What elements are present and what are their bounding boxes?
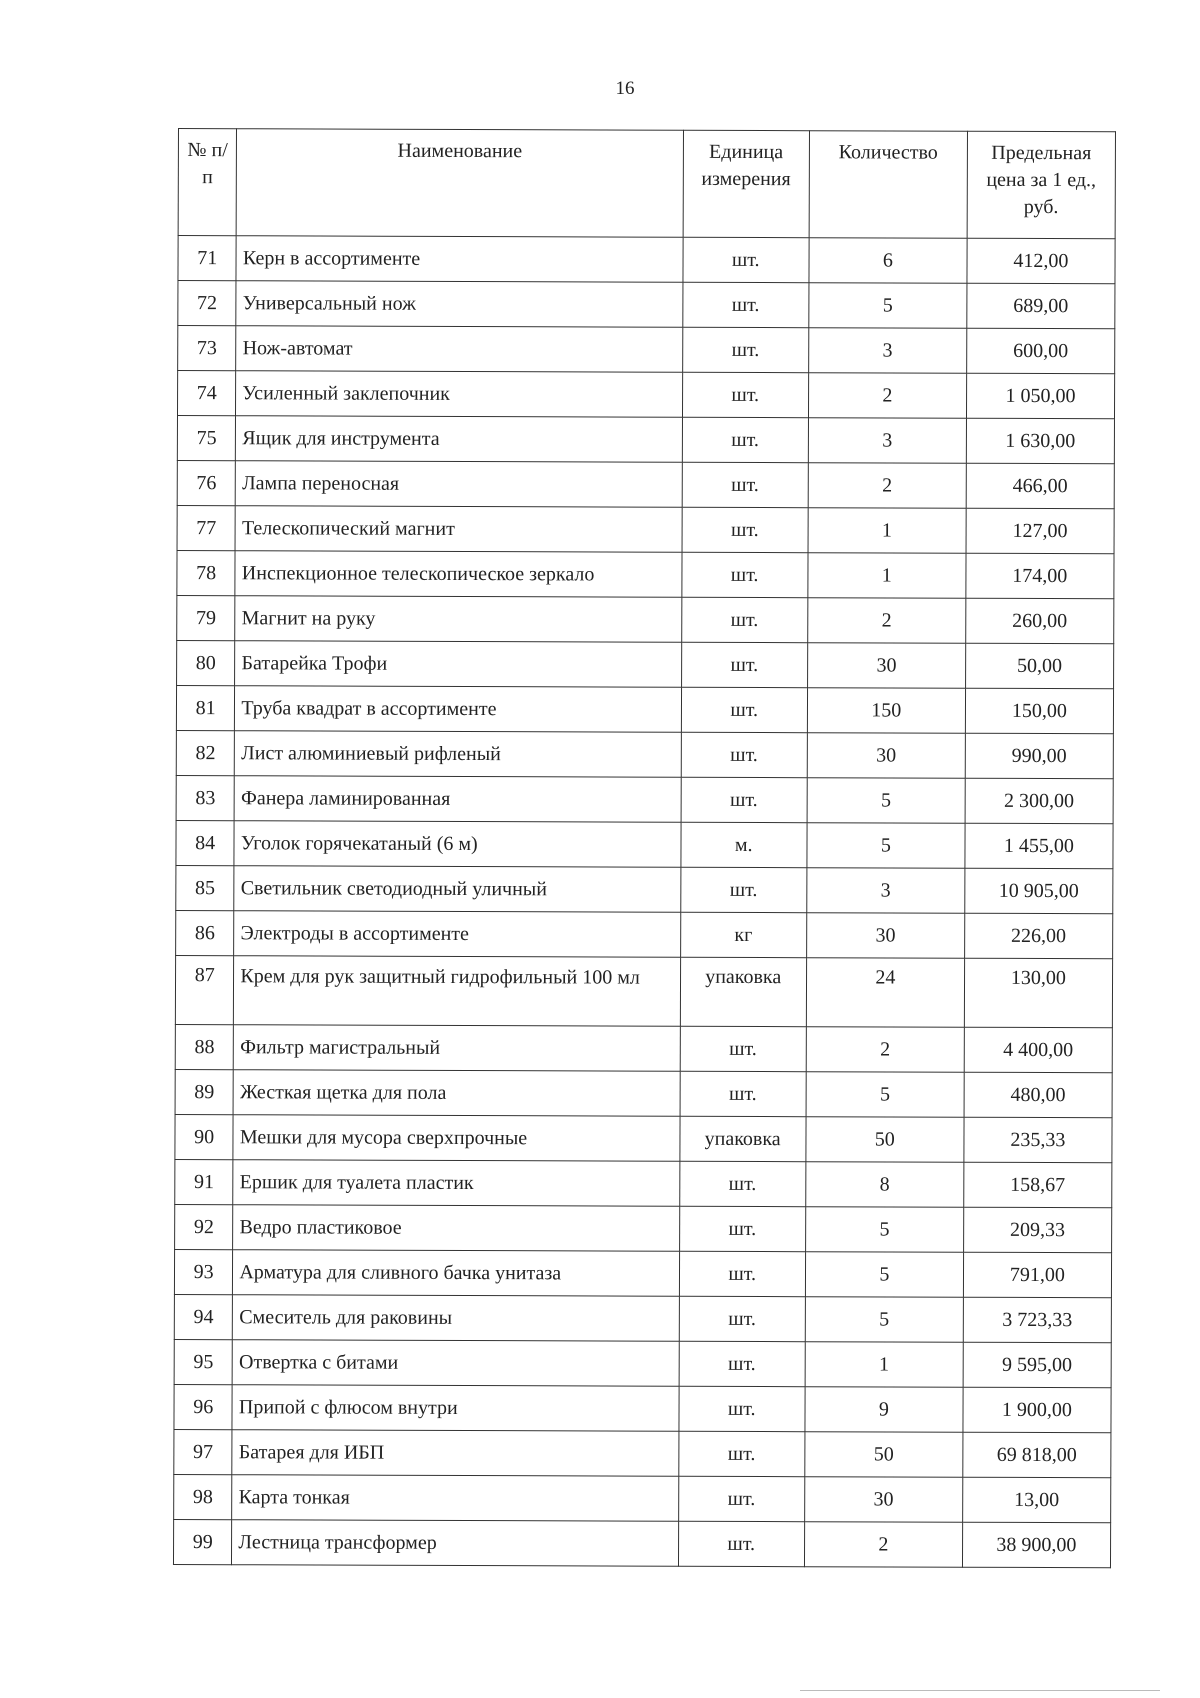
cell-num: 95 (174, 1339, 233, 1384)
cell-price: 412,00 (967, 238, 1115, 284)
cell-qty: 1 (808, 553, 966, 599)
cell-unit: кг (680, 912, 807, 957)
cell-qty: 3 (807, 868, 965, 914)
cell-num: 88 (175, 1024, 234, 1069)
table-row (174, 1384, 1111, 1432)
cell-num: 76 (177, 460, 236, 505)
cell-price: 69 818,00 (963, 1432, 1111, 1478)
header-qty: Количество (809, 131, 967, 239)
table-row (178, 326, 1115, 374)
cell-qty: 1 (805, 1342, 963, 1388)
cell-name: Батарейка Трофи (235, 641, 681, 688)
table-row (175, 1204, 1112, 1252)
cell-name: Смеситель для раковины (233, 1295, 679, 1342)
cell-name: Ершик для туалета пластик (233, 1160, 679, 1207)
cell-price: 127,00 (966, 508, 1114, 554)
cell-price: 226,00 (964, 913, 1112, 959)
table-row (177, 550, 1114, 598)
cell-num: 90 (175, 1114, 234, 1159)
table-row (178, 236, 1115, 284)
cell-unit: шт. (682, 282, 809, 327)
cell-num: 97 (174, 1429, 233, 1474)
cell-qty: 50 (805, 1432, 963, 1478)
cell-name: Карта тонкая (232, 1475, 678, 1522)
cell-qty: 2 (808, 463, 966, 509)
cell-name: Инспекционное телескопическое зеркало (235, 551, 681, 598)
cell-qty: 2 (806, 1027, 964, 1073)
cell-name: Отвертка с битами (232, 1340, 678, 1387)
cell-num: 92 (175, 1204, 234, 1249)
cell-qty: 5 (805, 1252, 963, 1298)
cell-qty: 2 (804, 1522, 962, 1568)
cell-qty: 150 (807, 688, 965, 734)
table-row (177, 505, 1114, 553)
table-row (173, 1519, 1110, 1567)
header-num: № п/п (178, 129, 237, 236)
cell-qty: 5 (806, 1072, 964, 1118)
cell-num: 79 (177, 595, 236, 640)
cell-num: 96 (174, 1384, 233, 1429)
cell-price: 1 630,00 (966, 418, 1114, 464)
table-row (175, 1069, 1112, 1117)
cell-unit: шт. (681, 642, 808, 687)
cell-qty: 2 (808, 598, 966, 644)
table-row (174, 1429, 1111, 1477)
cell-unit: шт. (682, 372, 809, 417)
table-row (174, 1474, 1111, 1522)
cell-qty: 30 (807, 913, 965, 959)
cell-num: 74 (177, 371, 236, 416)
table-body (173, 236, 1115, 1568)
cell-qty: 24 (806, 958, 964, 1028)
cell-num: 81 (176, 685, 235, 730)
cell-unit: шт. (679, 1161, 806, 1206)
cell-unit: шт. (679, 1251, 806, 1296)
cell-name: Жесткая щетка для пола (233, 1070, 679, 1117)
cell-qty: 1 (808, 508, 966, 554)
table-row (176, 775, 1113, 823)
table-row (174, 1249, 1111, 1297)
cell-price: 4 400,00 (964, 1027, 1112, 1073)
cell-unit: шт. (682, 327, 809, 372)
cell-name: Усиленный заклепочник (236, 371, 682, 418)
cell-unit: шт. (680, 867, 807, 912)
cell-name: Припой с флюсом внутри (232, 1385, 678, 1432)
cell-price: 480,00 (964, 1072, 1112, 1118)
cell-price: 13,00 (962, 1477, 1110, 1523)
cell-name: Арматура для сливного бачка унитаза (233, 1250, 679, 1297)
cell-num: 84 (176, 820, 235, 865)
cell-unit: шт. (681, 687, 808, 732)
cell-price: 466,00 (966, 463, 1114, 509)
table-row (177, 371, 1114, 419)
cell-price: 600,00 (966, 328, 1114, 374)
cell-name: Универсальный нож (236, 281, 682, 328)
cell-unit: шт. (681, 777, 808, 822)
table-row (176, 910, 1113, 958)
cell-unit: шт. (679, 1341, 806, 1386)
table-row (176, 685, 1113, 733)
cell-qty: 50 (806, 1117, 964, 1163)
cell-unit: шт. (678, 1476, 805, 1521)
cell-qty: 5 (807, 823, 965, 869)
table-row (175, 955, 1112, 1027)
cell-price: 1 050,00 (966, 373, 1114, 419)
cell-name: Уголок горячекатаный (6 м) (234, 821, 680, 868)
table-header-row (178, 129, 1115, 239)
cell-num: 72 (178, 281, 237, 326)
cell-price: 150,00 (965, 688, 1113, 734)
cell-unit: шт. (678, 1521, 805, 1566)
cell-price: 50,00 (965, 643, 1113, 689)
cell-price: 38 900,00 (962, 1522, 1110, 1568)
cell-num: 99 (173, 1519, 232, 1564)
cell-unit: шт. (679, 1206, 806, 1251)
cell-qty: 9 (805, 1387, 963, 1433)
cell-price: 10 905,00 (965, 868, 1113, 914)
cell-price: 1 455,00 (965, 823, 1113, 869)
cell-unit: шт. (678, 1431, 805, 1476)
cell-qty: 30 (807, 733, 965, 779)
cell-price: 689,00 (967, 283, 1115, 329)
cell-qty: 5 (807, 778, 965, 824)
cell-price: 235,33 (964, 1117, 1112, 1163)
cell-num: 77 (177, 505, 236, 550)
cell-num: 94 (174, 1294, 233, 1339)
cell-unit: шт. (681, 732, 808, 777)
table-row (177, 416, 1114, 464)
cell-name: Светильник светодиодный уличный (234, 866, 680, 913)
header-price: Предельная цена за 1 ед., руб. (967, 131, 1116, 239)
table-row (178, 281, 1115, 329)
cell-unit: шт. (680, 1071, 807, 1116)
cell-name: Ведро пластиковое (233, 1205, 679, 1252)
page-number: 16 (615, 78, 635, 99)
table-row (176, 730, 1113, 778)
cell-unit: упаковка (680, 957, 807, 1026)
cell-num: 78 (177, 550, 236, 595)
cell-price: 2 300,00 (965, 778, 1113, 824)
cell-name: Лестница трансформер (232, 1520, 678, 1567)
cell-name: Крем для рук защитный гидрофильный 100 мл (234, 956, 680, 1027)
cell-unit: шт. (682, 237, 809, 282)
cell-num: 71 (178, 236, 237, 281)
table-row (176, 865, 1113, 913)
table-row (177, 460, 1114, 508)
cell-unit: шт. (680, 1026, 807, 1071)
items-table (173, 128, 1116, 1568)
cell-qty: 3 (808, 418, 966, 464)
cell-name: Магнит на руку (235, 596, 681, 643)
cell-name: Лист алюминиевый рифленый (235, 731, 681, 778)
cell-qty: 5 (805, 1297, 963, 1343)
cell-qty: 5 (805, 1207, 963, 1253)
cell-name: Телескопический магнит (235, 506, 681, 553)
cell-price: 791,00 (963, 1252, 1111, 1298)
table-row (177, 595, 1114, 643)
table-row (174, 1339, 1111, 1387)
cell-unit: шт. (682, 462, 809, 507)
cell-price: 1 900,00 (963, 1387, 1111, 1433)
cell-num: 80 (177, 640, 236, 685)
cell-name: Керн в ассортименте (236, 236, 682, 283)
cell-qty: 30 (805, 1477, 963, 1523)
cell-name: Нож-автомат (236, 326, 682, 373)
cell-num: 75 (177, 416, 236, 461)
table-row (176, 820, 1113, 868)
cell-price: 158,67 (964, 1162, 1112, 1208)
cell-num: 85 (176, 865, 235, 910)
cell-price: 9 595,00 (963, 1342, 1111, 1388)
cell-qty: 8 (806, 1162, 964, 1208)
table-row (175, 1024, 1112, 1072)
cell-qty: 2 (808, 373, 966, 419)
cell-name: Лампа переносная (236, 461, 682, 508)
cell-num: 89 (175, 1069, 234, 1114)
cell-price: 174,00 (966, 553, 1114, 599)
cell-name: Ящик для инструмента (236, 416, 682, 463)
cell-qty: 3 (809, 328, 967, 374)
cell-price: 990,00 (965, 733, 1113, 779)
cell-name: Батарея для ИБП (232, 1430, 678, 1477)
cell-qty: 6 (809, 238, 967, 284)
cell-num: 86 (176, 910, 235, 955)
cell-name: Труба квадрат в ассортименте (235, 686, 681, 733)
cell-price: 3 723,33 (963, 1297, 1111, 1343)
cell-unit: шт. (682, 507, 809, 552)
cell-num: 83 (176, 775, 235, 820)
cell-unit: м. (680, 822, 807, 867)
cell-price: 209,33 (963, 1207, 1111, 1253)
cell-name: Электроды в ассортименте (234, 911, 680, 958)
cell-num: 91 (175, 1159, 234, 1204)
cell-name: Фанера ламинированная (234, 776, 680, 823)
cell-num: 82 (176, 730, 235, 775)
table-row (174, 1294, 1111, 1342)
cell-price: 260,00 (966, 598, 1114, 644)
cell-qty: 5 (809, 283, 967, 329)
header-name: Наименование (236, 129, 682, 238)
cell-num: 73 (178, 326, 237, 371)
cell-unit: упаковка (679, 1116, 806, 1161)
cell-num: 93 (174, 1249, 233, 1294)
cell-qty: 30 (807, 643, 965, 689)
scan-edge-line (800, 1690, 1160, 1691)
cell-unit: шт. (679, 1296, 806, 1341)
table-row (175, 1114, 1112, 1162)
table-row (175, 1159, 1112, 1207)
cell-unit: шт. (682, 417, 809, 462)
cell-unit: шт. (678, 1386, 805, 1431)
cell-num: 98 (174, 1474, 233, 1519)
cell-unit: шт. (681, 597, 808, 642)
table-row (177, 640, 1114, 688)
header-unit: Единица измерения (683, 130, 810, 237)
cell-num: 87 (175, 955, 234, 1024)
cell-name: Фильтр магистральный (234, 1025, 680, 1072)
cell-price: 130,00 (964, 958, 1112, 1028)
cell-name: Мешки для мусора сверхпрочные (233, 1115, 679, 1162)
cell-unit: шт. (681, 552, 808, 597)
